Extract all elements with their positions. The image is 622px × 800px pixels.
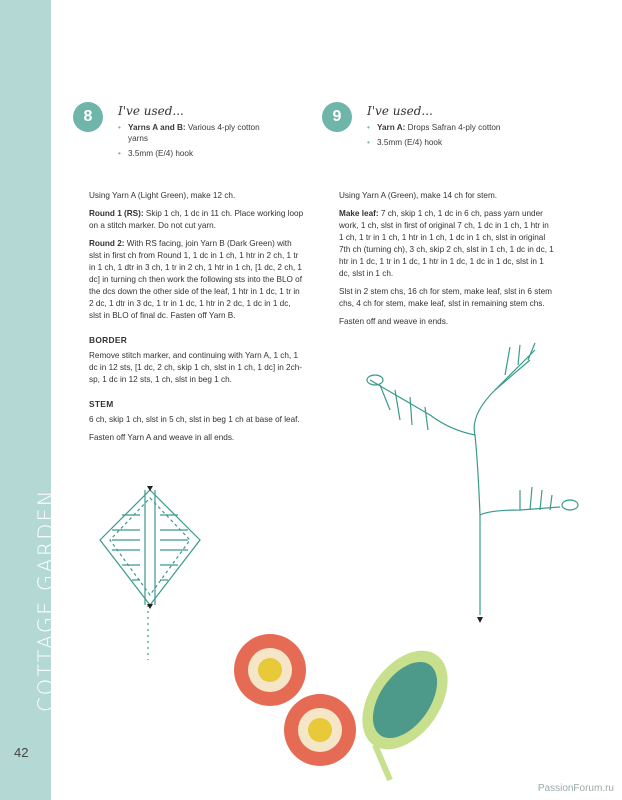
crochet-motifs-photo [225, 630, 455, 800]
finish-text: Fasten off and weave in ends. [339, 317, 449, 326]
material-item: • Yarn A: Drops Safran 4-ply cotton [367, 122, 547, 133]
intro: Using Yarn A (Green), make 14 ch for stem. [339, 191, 498, 200]
make-leaf: Make leaf: 7 ch, skip 1 ch, 1 dc in 6 ch, pass yarn under work, 1 ch, slst in first of original 7 ch, 1 dc in 1 ch, 1 htr in 1 ch, 1 tr in 1 ch, 1 htr in 1 ch, 1 dc in 1 ch, slst in original 7th ch (turning ch), 3 ch, skip 2 ch, slst in 1 ch, 1 dc in dc, 1 htr in 1 dc, 1 tr in 1 dc, 1 htr in 1 dc, 1 dc in 1 dc, slst in 1 dc, slst in 1 ch. [339, 209, 554, 278]
round-1: Round 1 (RS): Skip 1 ch, 1 dc in 11 ch. Place working loop on a stitch marker. Do not cut yarn. [89, 209, 304, 230]
pattern-9-instructions [339, 190, 554, 334]
pattern-8-badge: 8 [73, 102, 103, 132]
flower-top [234, 634, 306, 706]
pattern-8-materials [118, 122, 278, 163]
border-heading: BORDER [89, 335, 128, 345]
stem-text: Slst in 2 stem chs, 16 ch for stem, make leaf, slst in 6 stem chs, 4 ch for stem, make leaf, slst in remaining stem chs. [339, 287, 552, 308]
pattern-9-used-title: I've used... [367, 104, 433, 118]
finish-text: Fasten off Yarn A and weave in all ends. [89, 433, 235, 442]
leaf-crochet-chart [90, 470, 215, 670]
material-item: • Yarns A and B: Various 4-ply cotton yarns [118, 122, 278, 144]
border-text: Remove stitch marker, and continuing with Yarn A, 1 ch, 1 dc in 12 sts, [1 dc, 2 ch, skip 1 ch, slst in 1 ch, 1 dc] in 2ch-sp, 1 dc in 12 sts, 1 ch, slst in beg 1 ch. [89, 351, 302, 384]
leaf-motif [345, 635, 455, 780]
sprig-crochet-chart [360, 335, 590, 625]
pattern-8-instructions [89, 190, 304, 450]
intro: Using Yarn A (Light Green), make 12 ch. [89, 191, 236, 200]
material-item: • 3.5mm (E/4) hook [118, 148, 278, 159]
round-2: Round 2: With RS facing, join Yarn B (Dark Green) with slst in first ch from Round 1, 1 dc in 1 ch, 1 htr in 2 ch, 1 tr in 1 ch, 1 dtr in 3 ch, 1 tr in 2 ch, 1 htr in 1 ch, [1 dc, 2 ch, 1 dc] in turning ch then work the following sts into the BLO of the dcs down the other side of the leaf, 1 htr in 1 dc, 1 tr in 2 dc, 1 dtr in 3 dc, 1 tr in 1 dc, 1 htr in 2 dc, 1 dc in 1 dc, slst in BLO of final dc. Fasten off Yarn B. [89, 239, 302, 320]
stem-text: 6 ch, skip 1 ch, slst in 5 ch, slst in beg 1 ch at base of leaf. [89, 415, 300, 424]
section-title: COTTAGE GARDEN [34, 488, 58, 712]
flower-bottom [284, 694, 356, 766]
page-number: 42 [14, 745, 29, 760]
stem-heading: STEM [89, 399, 114, 409]
pattern-8-used-title: I've used... [118, 104, 184, 118]
watermark: PassionForum.ru [537, 783, 614, 794]
pattern-9-materials [367, 122, 547, 152]
material-item: • 3.5mm (E/4) hook [367, 137, 547, 148]
pattern-9-badge: 9 [322, 102, 352, 132]
